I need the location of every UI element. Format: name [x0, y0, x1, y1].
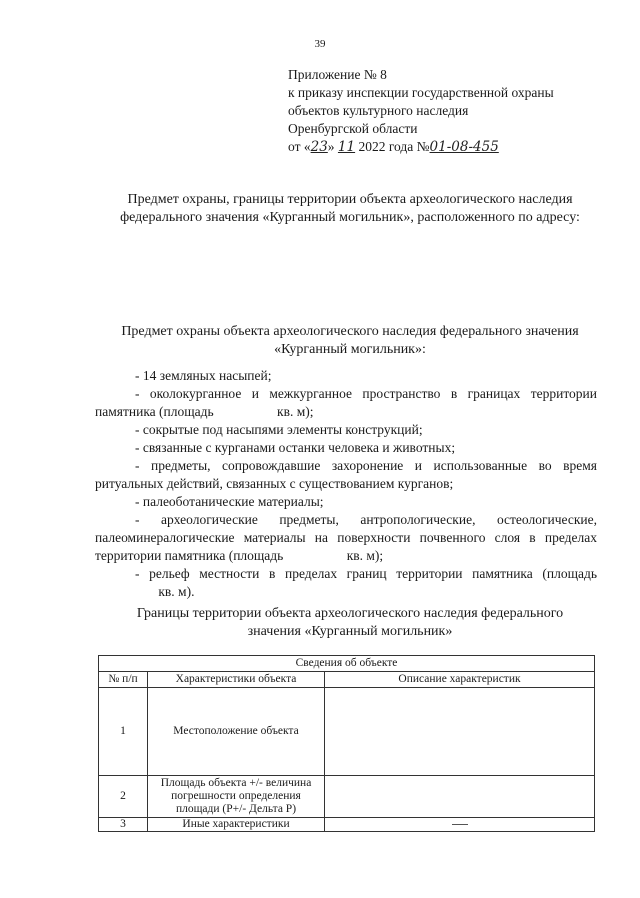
- heading-line: Предмет охраны объекта археологического наследия федерального значения: [121, 324, 579, 339]
- territory-borders-heading: [60, 605, 640, 641]
- table-header-row: [99, 672, 595, 688]
- appendix-date-line: [288, 138, 554, 156]
- heading-line: федерального значения «Курганный могильник», расположенного по адресу:: [120, 210, 580, 225]
- column-header: № п/п: [99, 672, 148, 688]
- table-row: [99, 818, 595, 832]
- appendix-title: Приложение № 8: [288, 67, 387, 82]
- row-number: 2: [99, 776, 148, 818]
- heading-line: Границы территории объекта археологического наследия федерального: [136, 606, 564, 621]
- document-heading: [60, 191, 640, 227]
- handwritten-order-number: 01-08-455: [429, 139, 499, 155]
- column-header: Характеристики объекта: [148, 672, 325, 688]
- heading-line: значения «Курганный могильник»: [247, 624, 453, 639]
- object-info-table: [98, 655, 595, 832]
- date-prefix: от «: [288, 139, 311, 154]
- list-item: - связанные с курганами останки человека и животных;: [135, 440, 456, 455]
- table-row: [99, 688, 595, 776]
- list-item: - предметы, сопровождавшие захоронение и использованные во время ритуальных действий, связанных с существованием курганов;: [95, 458, 597, 491]
- appendix-line: объектов культурного наследия: [288, 103, 469, 118]
- list-item: - археологические предметы, антропологические, остеологические, палеоминералогические материалы на поверхности почвенного слоя в пределах территории памятника (площадь кв. м);: [95, 512, 597, 563]
- list-item: - сокрытые под насыпями элементы конструкций;: [135, 422, 423, 437]
- heading-line: «Курганный могильник»:: [274, 342, 426, 357]
- row-characteristic: Площадь объекта +/- величина погрешности определения площади (P+/- Дельта P): [148, 776, 325, 818]
- table-row: [99, 776, 595, 818]
- protection-subject-list: [95, 367, 597, 601]
- appendix-line: к приказу инспекции государственной охраны: [288, 85, 554, 100]
- date-year: 2022 года №: [358, 139, 430, 154]
- appendix-line: Оренбургской области: [288, 121, 418, 136]
- list-item: - рельеф местности в пределах границ территории памятника (площадь кв. м).: [135, 566, 597, 599]
- list-item: - 14 земляных насыпей;: [135, 368, 272, 383]
- date-sep: »: [327, 139, 335, 154]
- handwritten-month: 11: [337, 139, 356, 155]
- table-caption: Сведения об объекте: [99, 656, 595, 672]
- list-item: - околокурганное и межкурганное пространство в границах территории памятника (площадь кв. м);: [95, 386, 597, 419]
- row-description: [325, 776, 595, 818]
- row-description: [325, 688, 595, 776]
- page-number: 39: [314, 38, 326, 50]
- row-number: 1: [99, 688, 148, 776]
- appendix-header: [288, 66, 554, 156]
- row-characteristic: Местоположение объекта: [148, 688, 325, 776]
- row-characteristic: Иные характеристики: [148, 818, 325, 832]
- column-header: Описание характеристик: [325, 672, 595, 688]
- row-number: 3: [99, 818, 148, 832]
- protection-subject-heading: [60, 323, 640, 359]
- list-item: - палеоботанические материалы;: [135, 494, 324, 509]
- handwritten-day: 23: [310, 139, 328, 155]
- dash-mark: [452, 824, 468, 825]
- row-description: [325, 818, 595, 832]
- heading-line: Предмет охраны, границы территории объекта археологического наследия: [127, 192, 573, 207]
